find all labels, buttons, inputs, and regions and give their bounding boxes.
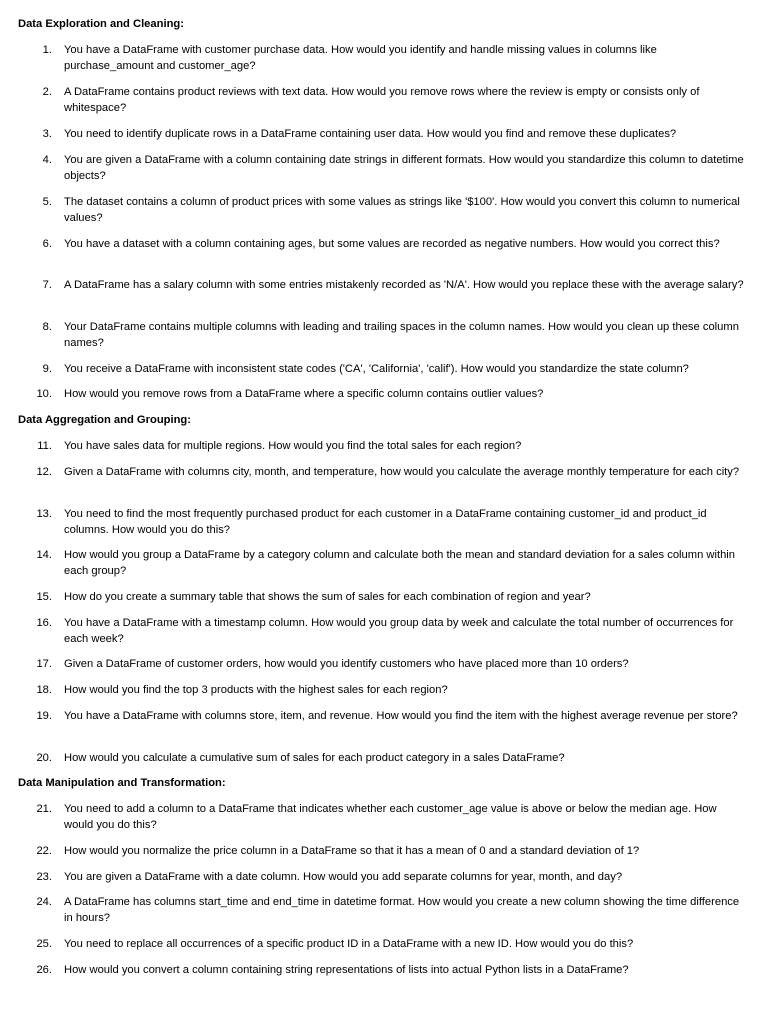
question-text: How would you calculate a cumulative sum of sales for each product category in a sales DataFrame? xyxy=(64,752,565,764)
question-text: A DataFrame contains product reviews with text data. How would you remove rows where the review is empty or consists only of whitespace? xyxy=(64,86,700,114)
question-text: You receive a DataFrame with inconsistent state codes ('CA', 'California', 'calif'). How would you standardize the state column? xyxy=(64,363,689,375)
question-text: You need to add a column to a DataFrame that indicates whether each customer_age value is above or below the median age. How would you do this? xyxy=(64,803,717,831)
question-number: 21. xyxy=(36,803,52,815)
question-number: 5. xyxy=(42,196,52,208)
list-item xyxy=(0,361,768,377)
question-text: You are given a DataFrame with a date column. How would you add separate columns for year, month, and day? xyxy=(64,871,623,883)
section-heading-manipulation: Data Manipulation and Transformation: xyxy=(18,777,226,789)
list-item xyxy=(0,962,768,978)
question-text: How would you find the top 3 products with the highest sales for each region? xyxy=(64,684,448,696)
question-number: 19. xyxy=(36,710,52,722)
list-item xyxy=(0,386,768,402)
question-text: How would you remove rows from a DataFrame where a specific column contains outlier values? xyxy=(64,388,544,400)
list-item xyxy=(0,682,768,698)
question-text: A DataFrame has a salary column with some entries mistakenly recorded as 'N/A'. How would you replace these with the average salary? xyxy=(64,279,744,291)
list-item xyxy=(0,936,768,952)
question-number: 12. xyxy=(36,466,52,478)
question-text: You have a dataset with a column containing ages, but some values are recorded as negative numbers. How would you correct this? xyxy=(64,238,720,250)
question-text: You need to replace all occurrences of a specific product ID in a DataFrame with a new ID. How would you do this? xyxy=(64,938,634,950)
question-text: How do you create a summary table that shows the sum of sales for each combination of region and year? xyxy=(64,591,591,603)
list-item xyxy=(0,547,768,577)
question-number: 16. xyxy=(36,617,52,629)
list-item xyxy=(0,236,768,252)
list-item xyxy=(0,894,768,924)
question-number: 13. xyxy=(36,508,52,520)
question-text: You have a DataFrame with columns store, item, and revenue. How would you find the item with the highest average revenue per store? xyxy=(64,710,738,722)
question-number: 10. xyxy=(36,388,52,400)
list-item xyxy=(0,126,768,142)
question-text: How would you convert a column containing string representations of lists into actual Python lists in a DataFrame? xyxy=(64,964,629,976)
question-text: The dataset contains a column of product prices with some values as strings like '$100'. How would you convert this column to numerical values? xyxy=(64,196,740,224)
list-item xyxy=(0,438,768,454)
question-number: 6. xyxy=(42,238,52,250)
list-item xyxy=(0,843,768,859)
question-text: Your DataFrame contains multiple columns with leading and trailing spaces in the column names. How would you clean up these column names? xyxy=(64,321,739,349)
question-number: 26. xyxy=(36,964,52,976)
list-item xyxy=(0,319,768,349)
question-text: You need to identify duplicate rows in a DataFrame containing user data. How would you find and remove these duplicates? xyxy=(64,128,677,140)
list-item xyxy=(0,869,768,885)
question-text: You are given a DataFrame with a column containing date strings in different formats. How would you standardize this column to datetime objects? xyxy=(64,154,744,182)
list-item xyxy=(0,194,768,224)
list-item xyxy=(0,656,768,672)
list-item xyxy=(0,750,768,766)
question-number: 9. xyxy=(42,363,52,375)
question-text: You have a DataFrame with a timestamp column. How would you group data by week and calculate the total number of occurrences for each week? xyxy=(64,617,734,645)
question-number: 14. xyxy=(36,549,52,561)
question-number: 25. xyxy=(36,938,52,950)
question-text: A DataFrame has columns start_time and end_time in datetime format. How would you create a new column showing the time difference in hours? xyxy=(64,896,740,924)
question-text: How would you normalize the price column in a DataFrame so that it has a mean of 0 and a standard deviation of 1? xyxy=(64,845,640,857)
question-number: 11. xyxy=(37,440,52,452)
question-number: 8. xyxy=(42,321,52,333)
question-number: 23. xyxy=(36,871,52,883)
list-item xyxy=(0,615,768,645)
question-number: 22. xyxy=(36,845,52,857)
list-item xyxy=(0,708,768,724)
question-text: Given a DataFrame with columns city, month, and temperature, how would you calculate the average monthly temperature for each city? xyxy=(64,466,740,478)
list-item xyxy=(0,152,768,182)
question-text: You have sales data for multiple regions. How would you find the total sales for each region? xyxy=(64,440,522,452)
section-heading-exploration: Data Exploration and Cleaning: xyxy=(18,18,184,30)
question-number: 20. xyxy=(36,752,52,764)
list-item xyxy=(0,464,768,480)
list-item xyxy=(0,801,768,831)
question-number: 1. xyxy=(42,44,52,56)
question-text: How would you group a DataFrame by a category column and calculate both the mean and standard deviation for a sales column within each group? xyxy=(64,549,736,577)
list-item xyxy=(0,589,768,605)
section-heading-aggregation: Data Aggregation and Grouping: xyxy=(18,414,191,426)
question-number: 7. xyxy=(42,279,52,291)
question-text: Given a DataFrame of customer orders, how would you identify customers who have placed more than 10 orders? xyxy=(64,658,629,670)
list-item xyxy=(0,42,768,72)
question-text: You need to find the most frequently purchased product for each customer in a DataFrame containing customer_id and product_id columns. How would you do this? xyxy=(64,508,707,536)
question-number: 2. xyxy=(42,86,52,98)
question-number: 17. xyxy=(36,658,52,670)
question-number: 24. xyxy=(36,896,52,908)
question-number: 18. xyxy=(36,684,52,696)
question-number: 4. xyxy=(42,154,52,166)
list-item xyxy=(0,506,768,536)
question-number: 3. xyxy=(42,128,52,140)
list-item xyxy=(0,277,768,293)
question-number: 15. xyxy=(36,591,52,603)
list-item xyxy=(0,84,768,114)
question-text: You have a DataFrame with customer purchase data. How would you identify and handle missing values in columns like purchase_amount and customer_age? xyxy=(64,44,657,72)
